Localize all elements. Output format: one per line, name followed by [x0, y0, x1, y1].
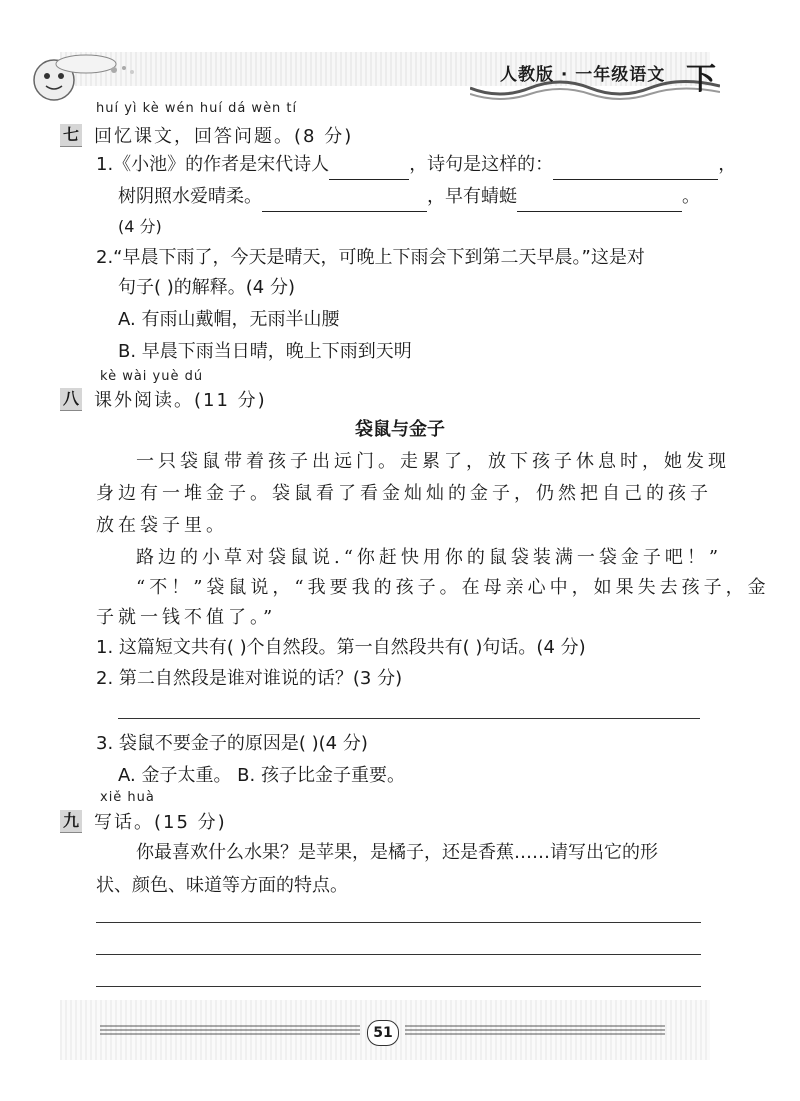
s7-q1-text-c: ， [718, 154, 737, 175]
s9-writing-line[interactable] [96, 922, 701, 923]
s7-q1-line1 [96, 150, 736, 180]
section8-title: 课外阅读。(11 分) [94, 390, 267, 411]
s8-q2-answer-line[interactable] [118, 718, 700, 719]
s7-q1-text-b: ，诗句是这样的： [409, 154, 554, 175]
section9-badge: 九 [60, 810, 82, 833]
s7-q1-blank-verse2[interactable] [262, 191, 427, 212]
s7-q1-blank-verse3[interactable] [517, 191, 682, 212]
edition-label: 人教版 · 一年级语文 [500, 65, 666, 85]
volume-label: 下 [686, 62, 716, 97]
s7-q1-text-d: 树阴照水爱晴柔。 [118, 186, 262, 207]
section9-title: 写话。(15 分) [94, 812, 227, 833]
s9-writing-line[interactable] [96, 954, 701, 955]
section7-heading [60, 122, 353, 148]
footer-rule-lines [60, 1010, 740, 1050]
s7-q1-blank-poet[interactable] [329, 159, 409, 180]
story-p1-line2: 身边有一堆金子。袋鼠看了看金灿灿的金子，仍然把自己的孩子 [96, 483, 712, 504]
s7-q2-line2: 句子( )的解释。(4 分) [118, 277, 295, 298]
s7-q1-text-a: 1.《小池》的作者是宋代诗人 [96, 154, 330, 175]
s8-q3: 3. 袋鼠不要金子的原因是( )(4 分) [96, 733, 368, 754]
story-p3-line1: “不！”袋鼠说，“我要我的孩子。在母亲心中，如果失去孩子，金 [136, 577, 770, 598]
s7-q1-line2 [118, 182, 700, 212]
story-p3-line2: 子就一钱不值了。” [96, 607, 277, 628]
section9-pinyin: xiě huà [100, 790, 155, 805]
s8-q3-options: A. 金子太重。 B. 孩子比金子重要。 [118, 765, 405, 786]
story-p2: 路边的小草对袋鼠说.“你赶快用你的鼠袋装满一袋金子吧！” [136, 547, 723, 568]
section9-heading [60, 808, 227, 834]
s9-writing-line[interactable] [96, 986, 701, 987]
s8-q2: 2. 第二自然段是谁对谁说的话？(3 分) [96, 668, 403, 689]
s7-q1-blank-verse1[interactable] [553, 159, 718, 180]
s9-prompt-line2: 状、颜色、味道等方面的特点。 [96, 875, 348, 896]
section8-heading [60, 386, 267, 412]
section8-badge: 八 [60, 388, 82, 411]
section8-pinyin: kè wài yuè dú [100, 369, 204, 384]
s7-option-a: A. 有雨山戴帽，无雨半山腰 [118, 309, 340, 330]
story-p1-line3: 放在袋子里。 [96, 515, 228, 536]
s8-q1: 1. 这篇短文共有( )个自然段。第一自然段共有( )句话。(4 分) [96, 637, 586, 658]
page-number: 51 [367, 1020, 399, 1046]
s7-q1-score: (4 分) [118, 217, 162, 236]
s7-option-b: B. 早晨下雨当日晴，晚上下雨到天明 [118, 341, 412, 362]
s7-q1-text-e: ，早有蜻蜓 [427, 186, 517, 207]
section7-pinyin: huí yì kè wén huí dá wèn tí [96, 101, 298, 116]
s9-prompt-line1: 你最喜欢什么水果？是苹果，是橘子，还是香蕉……请写出它的形 [136, 842, 658, 863]
section7-badge: 七 [60, 124, 82, 147]
story-title: 袋鼠与金子 [355, 419, 445, 440]
s7-q2-line1: 2.“早晨下雨了，今天是晴天，可晚上下雨会下到第二天早晨。”这是对 [96, 247, 645, 268]
story-p1-line1: 一只袋鼠带着孩子出远门。走累了，放下孩子休息时，她发现 [136, 451, 730, 472]
cartoon-logo [14, 30, 144, 110]
section7-title: 回忆课文，回答问题。(8 分) [94, 126, 354, 147]
s7-q1-text-f: 。 [682, 186, 700, 207]
